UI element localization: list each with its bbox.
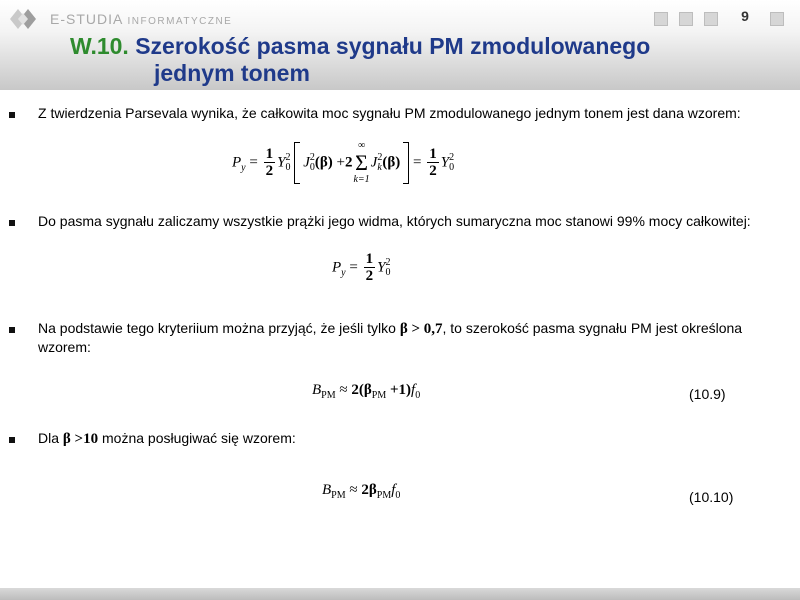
f1-lhs-sub: y (241, 162, 246, 174)
f1-amp-2: Y (440, 154, 450, 171)
bullet-4-text-before: Dla (38, 430, 60, 446)
f1-eq-2: = (413, 154, 422, 171)
f1-arg-2: (β) (382, 154, 401, 171)
f4-freq-sub: 0 (395, 490, 401, 501)
f1-lhs: P (232, 154, 242, 171)
f1-bessel-k-power: 2 (377, 152, 383, 163)
f3-lhs-sub: PM (321, 390, 336, 401)
estudia-logo-icon (8, 6, 38, 32)
f1-bessel-0: J (303, 154, 310, 171)
page-title (70, 33, 790, 87)
f1-frac2-den: 2 (429, 163, 437, 179)
f4-beta-sub: PM (376, 490, 392, 501)
f1-frac-num: 1 (265, 146, 274, 162)
bullet-marker-2 (9, 220, 15, 226)
bullet-marker-3 (9, 327, 15, 333)
f1-eq: = (249, 154, 258, 171)
footer-bar (0, 588, 800, 600)
f1-amp2-power: 2 (449, 152, 455, 163)
f1-amp-sub: 0 (285, 162, 291, 173)
nav-square-3[interactable] (704, 12, 718, 26)
bullet-3-text (38, 319, 758, 356)
f1-arg-1: (β) (314, 154, 333, 171)
f3-plus-one: +1) (389, 382, 412, 398)
f1-bessel-0-power: 2 (309, 152, 315, 163)
f2-frac (364, 252, 376, 284)
bullet-3-text-before: Na podstawie tego kryteriium można przyjąć, że jeśli tylko (38, 320, 396, 336)
f3-coef: 2( (351, 382, 364, 398)
f3-freq: f (411, 382, 416, 398)
f3-beta-sub: PM (371, 390, 387, 401)
f4-lhs-sub: PM (331, 490, 346, 501)
page-number: 9 (741, 8, 749, 24)
f2-lhs: P (332, 259, 342, 276)
f4-freq: f (391, 482, 396, 498)
bullet-4-math: β >10 (62, 431, 99, 447)
f3-beta: β (363, 382, 372, 398)
f1-bessel-k: J (370, 154, 378, 171)
f1-frac2-num: 1 (429, 146, 437, 162)
f1-frac (264, 147, 276, 179)
f1-amp: Y (277, 154, 286, 171)
f3-approx: ≈ (339, 382, 348, 398)
f2-amp-power: 2 (385, 257, 391, 268)
nav-square-1[interactable] (654, 12, 668, 26)
brand-main: E-STUDIA (50, 11, 123, 27)
formula-carson (312, 382, 420, 401)
f1-bessel-k-sub: k (377, 162, 382, 173)
f2-amp-sub: 0 (385, 267, 391, 278)
bullet-2-text: Do pasma sygnału zaliczamy wszystkie prążki jego widma, których sumaryczna moc stanowi 99% mocy całkowitej: (38, 213, 751, 229)
bullet-marker-1 (9, 112, 15, 118)
f2-amp: Y (377, 259, 386, 276)
f1-frac-den: 2 (265, 163, 274, 179)
equation-number-10-10: (10.10) (689, 489, 734, 505)
f3-lhs: B (312, 382, 322, 398)
f1-frac-2 (427, 147, 439, 179)
equation-number-10-9: (10.9) (689, 386, 726, 402)
title-line1: Szerokość pasma sygnału PM zmodulowanego (135, 33, 651, 59)
f1-bessel-0-sub: 0 (309, 162, 315, 173)
nav-square-4[interactable] (770, 12, 784, 26)
f1-plus: + (336, 154, 345, 171)
f1-sum-bottom: k=1 (353, 174, 370, 185)
bullet-4-text-after: można posługiwać się wzorem: (102, 430, 296, 446)
title-number: W.10. (70, 33, 129, 59)
formula-wideband (322, 482, 400, 501)
bullet-3-math: β > 0,7 (399, 321, 443, 337)
f3-freq-sub: 0 (415, 390, 421, 401)
f1-sum-top: ∞ (358, 140, 366, 151)
bullet-4-text (38, 429, 758, 448)
f1-sum (353, 140, 369, 186)
bullet-1-text: Z twierdzenia Parsevala wynika, że całkowita moc sygnału PM zmodulowanego jednym tonem jest dana wzorem: (38, 105, 741, 121)
bullet-marker-4 (9, 437, 15, 443)
brand-sub: INFORMATYCZNE (127, 16, 233, 27)
f1-amp2-supsub (449, 153, 454, 173)
f1-sigma: Σ (355, 150, 368, 175)
f2-amp-supsub (385, 258, 390, 278)
f1-amp-power: 2 (285, 152, 291, 163)
formula-99-percent (332, 252, 390, 284)
formula-parseval (232, 140, 454, 186)
f4-lhs: B (322, 482, 332, 498)
f2-eq: = (349, 259, 358, 276)
f2-frac-den: 2 (365, 268, 374, 284)
f1-amp-supsub (285, 153, 290, 173)
f1-coef: 2 (344, 154, 353, 171)
f2-lhs-sub: y (341, 267, 346, 279)
bullet-3-text-after: , to szerokość pasma sygnału PM jest określona wzorem: (38, 320, 743, 355)
f1-bracket-left (294, 142, 300, 184)
nav-square-2[interactable] (679, 12, 693, 26)
f4-coef: 2 (361, 482, 369, 498)
f4-approx: ≈ (349, 482, 358, 498)
f1-bracket-right (403, 142, 409, 184)
title-line2: jednym tonem (154, 60, 310, 86)
f4-beta: β (368, 482, 377, 498)
brand-name (50, 11, 232, 27)
f2-frac-num: 1 (365, 251, 374, 267)
f1-amp2-sub: 0 (449, 162, 455, 173)
slide-header (0, 0, 800, 90)
